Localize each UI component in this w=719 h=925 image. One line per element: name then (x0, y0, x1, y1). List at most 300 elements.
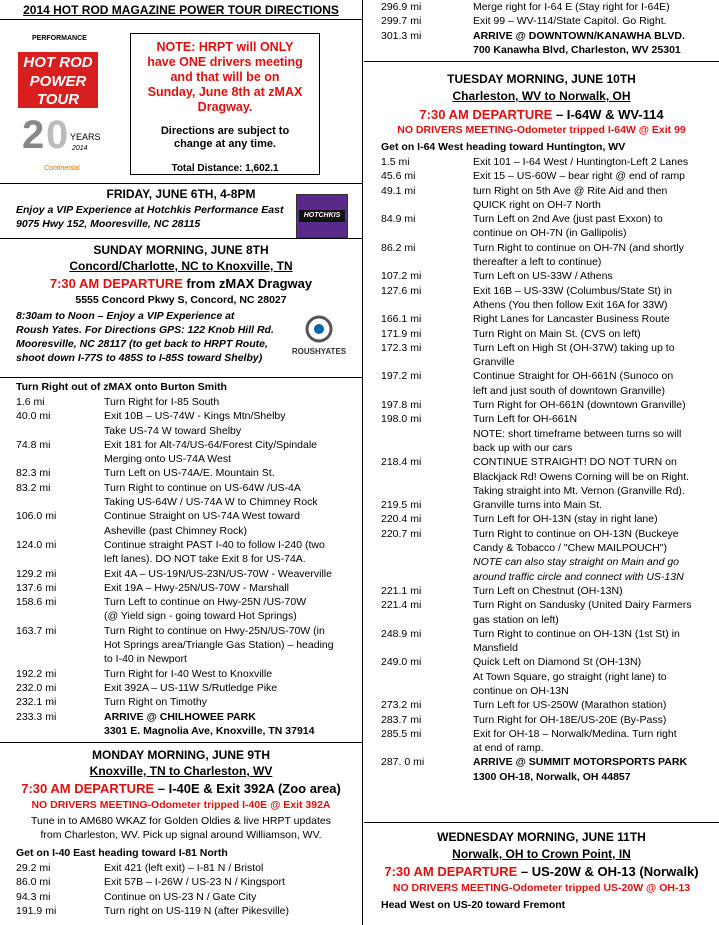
tuesday-start: Get on I-64 West heading toward Huntington, WV (381, 141, 626, 153)
direction-text: 700 Kanawha Blvd, Charleston, WV 25301 (473, 43, 681, 56)
direction-row (381, 613, 716, 627)
mileage: 299.7 mi (381, 15, 422, 28)
direction-text: 3301 E. Magnolia Ave, Knoxville, TN 37914 (104, 724, 315, 737)
divider (0, 238, 362, 239)
direction-row (381, 155, 716, 169)
mileage: 232.0 mi (16, 681, 57, 694)
mileage: 197.8 mi (381, 399, 422, 412)
direction-text: ARRIVE @ CHILHOWEE PARK (104, 710, 256, 723)
direction-text: left lanes). DO NOT take Exit 8 for US-74A. (104, 553, 306, 566)
mileage: 129.2 mi (16, 567, 57, 580)
monday-directions-continued (381, 0, 716, 57)
notice-line: NOTE: HRPT will ONLY (156, 40, 294, 54)
departure-time: 7:30 AM DEPARTURE (384, 864, 518, 879)
mileage (16, 495, 104, 509)
mileage: 221.4 mi (381, 599, 422, 612)
direction-row (381, 570, 716, 584)
direction-text: NOTE: short timeframe between turns so will (473, 427, 682, 440)
mileage (381, 226, 473, 240)
wednesday-start: Head West on US-20 toward Fremont (381, 899, 566, 911)
departure-time: 7:30 AM DEPARTURE (21, 781, 155, 796)
svg-text:POWER: POWER (29, 73, 87, 90)
mileage: 137.6 mi (16, 581, 57, 594)
mileage (381, 470, 473, 484)
direction-text: thereafter a left to continue) (473, 256, 602, 269)
mileage: 163.7 mi (16, 624, 57, 637)
mileage (16, 424, 104, 438)
divider (0, 19, 362, 20)
direction-row (16, 495, 356, 509)
direction-text: Turn Right to continue on US-64W /US-4A (104, 481, 301, 494)
direction-row (16, 904, 356, 918)
mileage (16, 638, 104, 652)
direction-row (381, 29, 716, 43)
svg-text:Continental: Continental (44, 165, 80, 172)
direction-text: Turn Right on Timothy (104, 696, 207, 709)
direction-text: 1300 OH-18, Norwalk, OH 44857 (473, 770, 631, 783)
mileage: 283.7 mi (381, 713, 422, 726)
column-divider (362, 0, 363, 925)
direction-text: Athens (You then follow Exit 16A for 33W) (473, 298, 668, 311)
direction-text: Exit 10B – US-74W - Kings Mtn/Shelby (104, 410, 286, 423)
wednesday-departure (364, 864, 719, 879)
mileage: 74.8 mi (16, 438, 51, 451)
direction-text: Turn Right to continue on OH-13N (1st St) in (473, 627, 680, 640)
direction-text: Exit 99 – WV-114/State Capitol. Go Right. (473, 15, 667, 28)
direction-text: Continue Straight on US-74A West toward (104, 510, 300, 523)
direction-text: NOTE can also stay straight on Main and go (473, 556, 680, 569)
direction-row (381, 698, 716, 712)
mileage: 191.9 mi (16, 904, 57, 917)
mileage: 249.0 mi (381, 656, 422, 669)
departure-time: 7:30 AM DEPARTURE (419, 107, 553, 122)
direction-row (381, 284, 716, 298)
mileage: 29.2 mi (16, 862, 51, 874)
radio-line: from Charleston, WV. Pick up signal around Williamson, WV. (40, 829, 322, 841)
direction-text: Merge right for I-64 E (Stay right for I-64E) (473, 1, 670, 13)
direction-row (381, 713, 716, 727)
tuesday-no-meeting: NO DRIVERS MEETING-Odometer tripped I-64W @ Exit 99 (397, 124, 686, 136)
direction-row (16, 890, 356, 904)
direction-row (381, 169, 716, 183)
direction-text: left and just south of downtown Granville) (473, 384, 666, 397)
mileage (381, 684, 473, 698)
direction-text: Candy & Tobacco / "Chew MAILPOUCH") (473, 542, 667, 555)
direction-row (16, 424, 356, 438)
direction-row (16, 552, 356, 566)
direction-row (381, 241, 716, 255)
direction-row (16, 438, 356, 452)
direction-row (381, 43, 716, 57)
direction-text: Exit 4A – US-19N/US-23N/US-70W - Weaverville (104, 567, 332, 580)
mileage (381, 427, 473, 441)
direction-text: Taking US-64W / US-74A W to Chimney Rock (104, 496, 318, 509)
direction-text: Turn Left for OH-661N (473, 413, 578, 426)
direction-row (16, 452, 356, 466)
direction-text: Turn Left to continue on Hwy-25N /US-70W (104, 596, 307, 609)
vip-line: 8:30am to Noon – Enjoy a VIP Experience at (16, 310, 235, 322)
divider (0, 742, 362, 743)
direction-text: at end of ramp. (473, 742, 544, 755)
direction-text: Granville turns into Main St. (473, 499, 602, 512)
direction-row (381, 14, 716, 28)
direction-row (381, 598, 716, 612)
direction-row (16, 466, 356, 480)
direction-row (381, 0, 716, 14)
direction-text: ARRIVE @ DOWNTOWN/KANAWHA BLVD. (473, 29, 685, 42)
mileage: 83.2 mi (16, 481, 51, 494)
direction-row (16, 409, 356, 423)
direction-row (381, 269, 716, 283)
sunday-start: Turn Right out of zMAX onto Burton Smith (16, 381, 227, 393)
direction-row (381, 498, 716, 512)
mileage: 1.6 mi (16, 396, 45, 408)
direction-row (16, 681, 356, 695)
mileage (16, 724, 104, 738)
direction-text: Exit 19A – Hwy-25N/US-70W - Marshall (104, 581, 289, 594)
direction-row (16, 595, 356, 609)
mileage: 219.5 mi (381, 499, 422, 512)
departure-location: – I-40E & Exit 392A (Zoo area) (154, 781, 341, 796)
vip-line: Mooresville, NC 28117 (to get back to HRPT Route, (16, 338, 268, 350)
notice-sub-line: Directions are subject to (160, 125, 290, 137)
direction-text: At Town Square, go straight (right lane) to (473, 670, 667, 683)
notice-subtext (131, 125, 319, 151)
direction-text: Turn Right to continue on Hwy-25N/US-70W (in (104, 624, 325, 637)
direction-row (381, 198, 716, 212)
tuesday-route: Charleston, WV to Norwalk, OH (452, 89, 631, 103)
mileage: 40.0 mi (16, 410, 51, 423)
mileage: 220.4 mi (381, 513, 422, 526)
svg-text:TOUR: TOUR (36, 91, 80, 108)
direction-row (16, 875, 356, 889)
direction-text: Turn Left on US-74A/E. Mountain St. (104, 467, 275, 480)
direction-row (16, 567, 356, 581)
vip-line: shoot down I-77S to 485S to I-85S toward Shelby) (16, 352, 263, 364)
wednesday-no-meeting: NO DRIVERS MEETING-Odometer tripped US-20W @ OH-13 (392, 882, 691, 894)
direction-row (381, 512, 716, 526)
direction-row (381, 727, 716, 741)
mileage: 166.1 mi (381, 313, 422, 326)
mileage: 86.0 mi (16, 876, 51, 889)
direction-row (16, 724, 356, 738)
monday-directions (16, 861, 356, 918)
mileage (381, 441, 473, 455)
direction-text: Turn Right for OH-661N (downtown Granville) (473, 399, 686, 412)
direction-row (381, 184, 716, 198)
mileage: 124.0 mi (16, 538, 57, 551)
direction-text: Exit 181 for Alt-74/US-64/Forest City/Spindale (104, 438, 318, 451)
sunday-vip (16, 309, 286, 365)
direction-row (381, 312, 716, 326)
roush-yates-logo (286, 312, 352, 366)
direction-text: Taking straight into Mt. Vernon (Granville Rd). (473, 484, 685, 497)
direction-text: gas station on left) (473, 613, 559, 626)
hot-rod-power-tour-logo (14, 30, 104, 178)
direction-text: Turn right on US-119 N (after Pikesville) (104, 904, 289, 917)
svg-text:0: 0 (46, 113, 69, 157)
mileage (381, 541, 473, 555)
direction-text: Take US-74 W toward Shelby (104, 424, 242, 437)
mileage (16, 452, 104, 466)
direction-text: Turn Left on US-33W / Athens (473, 270, 613, 283)
mileage: 296.9 mi (381, 1, 422, 13)
notice-line: and that will be on (170, 70, 280, 84)
direction-row (16, 395, 356, 409)
wednesday-route: Norwalk, OH to Crown Point, IN (452, 847, 631, 861)
direction-text: Granville (473, 356, 515, 369)
mileage: 86.2 mi (381, 241, 416, 254)
direction-text: Turn Right for I-85 South (104, 396, 220, 408)
direction-row (16, 667, 356, 681)
monday-no-meeting: NO DRIVERS MEETING-Odometer tripped I-40E @ Exit 392A (31, 799, 331, 811)
notice-line: Dragway. (197, 100, 253, 114)
direction-text: Right Lanes for Lancaster Business Route (473, 313, 670, 326)
mileage (381, 741, 473, 755)
direction-text: Turn Left on High St (OH-37W) taking up to (473, 341, 675, 354)
direction-row (16, 861, 356, 875)
sunday-route: Concord/Charlotte, NC to Knoxville, TN (69, 259, 293, 273)
svg-text:ROUSHYATES: ROUSHYATES (291, 347, 347, 356)
direction-row (381, 484, 716, 498)
direction-text: continue on OH-13N (473, 684, 569, 697)
direction-text: Exit for OH-18 – Norwalk/Medina. Turn right (473, 727, 677, 740)
direction-row (381, 541, 716, 555)
mileage (381, 641, 473, 655)
sunday-departure (0, 276, 362, 291)
mileage: 127.6 mi (381, 284, 422, 297)
mileage: 285.5 mi (381, 727, 422, 740)
mileage: 287. 0 mi (381, 756, 425, 769)
direction-row (381, 369, 716, 383)
direction-row (381, 427, 716, 441)
direction-text: Continue on US-23 N / Gate City (104, 890, 257, 903)
direction-row (381, 627, 716, 641)
direction-text: Turn Right for I-40 West to Knoxville (104, 667, 273, 680)
mileage (381, 555, 473, 569)
mileage: 94.3 mi (16, 890, 51, 903)
direction-text: Hot Springs area/Triangle Gas Station) – heading (104, 639, 334, 652)
mileage: 45.6 mi (381, 170, 416, 183)
direction-row (381, 470, 716, 484)
direction-row (16, 638, 356, 652)
direction-text: Quick Left on Diamond St (OH-13N) (473, 656, 642, 669)
sunday-heading: SUNDAY MORNING, JUNE 8TH (93, 243, 269, 257)
mileage (381, 43, 473, 57)
monday-radio (0, 814, 362, 842)
notice-line: Sunday, June 8th at zMAX (147, 85, 303, 99)
direction-row (16, 524, 356, 538)
direction-text: Exit 101 – I-64 West / Huntington-Left 2 Lanes (473, 156, 689, 168)
direction-row (16, 538, 356, 552)
tuesday-heading: TUESDAY MORNING, JUNE 10TH (447, 72, 636, 86)
svg-text:PERFORMANCE: PERFORMANCE (32, 35, 87, 42)
mileage: 49.1 mi (381, 184, 416, 197)
radio-line: Tune in to AM680 WKAZ for Golden Oldies & live HRPT updates (31, 815, 331, 827)
mileage: 273.2 mi (381, 699, 422, 712)
vip-line: Roush Yates. For Directions GPS: 122 Knob Hill Rd. (16, 324, 274, 336)
direction-row (16, 481, 356, 495)
mileage: 1.5 mi (381, 156, 410, 168)
mileage: 82.3 mi (16, 467, 51, 480)
mileage (381, 355, 473, 369)
direction-text: QUICK right on OH-7 North (473, 198, 601, 211)
friday-address: 9075 Hwy 152, Mooresville, NC 28115 (16, 218, 201, 230)
mileage: 198.0 mi (381, 413, 422, 426)
direction-row (381, 527, 716, 541)
mileage: 301.3 mi (381, 29, 422, 42)
monday-route: Knoxville, TN to Charleston, WV (89, 764, 273, 778)
mileage (381, 298, 473, 312)
mileage: 197.2 mi (381, 370, 422, 383)
direction-row (381, 555, 716, 569)
sunday-directions (16, 395, 356, 738)
notice-box (130, 33, 320, 175)
direction-row (381, 327, 716, 341)
direction-row (381, 398, 716, 412)
page-title: 2014 HOT ROD MAGAZINE POWER TOUR DIRECTIONS (23, 3, 339, 17)
direction-row (381, 298, 716, 312)
tuesday-directions (381, 155, 716, 784)
direction-text: Blackjack Rd! Owens Corning will be on Right. (473, 470, 689, 483)
notice-line: have ONE drivers meeting (147, 55, 303, 69)
mileage: 172.3 mi (381, 341, 422, 354)
direction-text: CONTINUE STRAIGHT! DO NOT TURN on (473, 456, 677, 469)
direction-text: Turn Left for US-250W (Marathon station) (473, 699, 667, 712)
direction-row (16, 609, 356, 623)
mileage: 84.9 mi (381, 213, 416, 226)
direction-text: Exit 16B – US-33W (Columbus/State St) in (473, 284, 672, 297)
direction-text: Exit 15 – US-60W – bear right @ end of ramp (473, 170, 686, 183)
direction-text: Continue straight PAST I-40 to follow I-240 (two (104, 538, 325, 551)
direction-row (381, 341, 716, 355)
mileage (381, 670, 473, 684)
mileage: 158.6 mi (16, 596, 57, 609)
direction-row (381, 684, 716, 698)
direction-row (381, 441, 716, 455)
mileage (381, 484, 473, 498)
direction-text: Exit 392A – US-11W S/Rutledge Pike (104, 681, 278, 694)
direction-row (381, 670, 716, 684)
notice-text (131, 40, 319, 115)
mileage (381, 384, 473, 398)
direction-row (16, 624, 356, 638)
divider (0, 377, 362, 378)
total-distance: Total Distance: 1,602.1 (171, 163, 279, 174)
mileage: 218.4 mi (381, 456, 422, 469)
svg-text:2014: 2014 (72, 145, 88, 152)
tuesday-departure (364, 107, 719, 122)
direction-row (16, 695, 356, 709)
mileage (381, 570, 473, 584)
mileage (381, 255, 473, 269)
direction-row (16, 652, 356, 666)
direction-row (381, 755, 716, 769)
friday-heading: FRIDAY, JUNE 6TH, 4-8PM (106, 187, 256, 201)
direction-text: Turn Left for OH-13N (stay in right lane) (473, 513, 658, 526)
mileage: 106.0 mi (16, 510, 57, 523)
direction-row (381, 255, 716, 269)
monday-heading: MONDAY MORNING, JUNE 9TH (91, 748, 271, 762)
mileage: 220.7 mi (381, 527, 422, 540)
mileage (381, 770, 473, 784)
mileage (381, 198, 473, 212)
direction-text: Exit 421 (left exit) – I-81 N / Bristol (104, 862, 264, 874)
direction-text: Turn Right for OH-18E/US-20E (By-Pass) (473, 713, 667, 726)
mileage (381, 613, 473, 627)
direction-text: Turn Right on Main St. (CVS on left) (473, 327, 641, 340)
mileage: 107.2 mi (381, 270, 422, 283)
hotchkis-logo-text: HOTCHKIS (299, 210, 345, 222)
direction-row (381, 226, 716, 240)
direction-text: Exit 57B – I-26W / US-23 N / Kingsport (104, 876, 285, 889)
mileage: 232.1 mi (16, 696, 57, 709)
direction-row (16, 509, 356, 523)
direction-row (381, 212, 716, 226)
direction-row (381, 584, 716, 598)
direction-text: Turn Left on 2nd Ave (just past Exxon) to (473, 213, 663, 226)
mileage: 192.2 mi (16, 667, 57, 680)
divider (0, 183, 362, 184)
direction-row (381, 455, 716, 469)
direction-text: Turn Right to continue on OH-7N (and shortly (473, 241, 684, 254)
departure-location: from zMAX Dragway (182, 276, 313, 291)
direction-row (381, 655, 716, 669)
direction-row (381, 384, 716, 398)
mileage: 248.9 mi (381, 627, 422, 640)
monday-start: Get on I-40 East heading toward I-81 North (16, 847, 228, 859)
direction-text: Continue Straight for OH-661N (Sunoco on (473, 370, 674, 383)
mileage (16, 652, 104, 666)
sunday-address: 5555 Concord Pkwy S, Concord, NC 28027 (75, 294, 287, 306)
direction-row (381, 770, 716, 784)
direction-text: Mansfield (473, 642, 518, 655)
direction-row (16, 581, 356, 595)
departure-location: – US-20W & OH-13 (Norwalk) (517, 864, 699, 879)
direction-text: Asheville (past Chimney Rock) (104, 524, 247, 537)
departure-time: 7:30 AM DEPARTURE (49, 276, 183, 291)
direction-text: (@ Yield sign - going toward Hot Springs) (104, 610, 297, 623)
direction-text: ARRIVE @ SUMMIT MOTORSPORTS PARK (473, 756, 688, 769)
notice-sub-line: change at any time. (173, 138, 277, 150)
mileage: 221.1 mi (381, 584, 422, 597)
mileage (16, 552, 104, 566)
friday-vip: Enjoy a VIP Experience at Hotchkis Performance East (16, 204, 284, 216)
direction-text: turn Right on 5th Ave @ Rite Aid and then (473, 184, 668, 197)
mileage: 233.3 mi (16, 710, 57, 723)
divider (364, 822, 719, 823)
direction-row (381, 355, 716, 369)
direction-row (16, 710, 356, 724)
direction-text: around traffic circle and connect with US-13N (473, 570, 684, 583)
divider (364, 61, 719, 62)
mileage (16, 524, 104, 538)
direction-text: Turn Right to continue on OH-13N (Buckeye (473, 527, 679, 540)
direction-text: Turn Left on Chestnut (OH-13N) (473, 584, 623, 597)
direction-row (381, 641, 716, 655)
svg-text:HOT ROD: HOT ROD (23, 54, 93, 71)
mileage: 171.9 mi (381, 327, 422, 340)
wednesday-heading: WEDNESDAY MORNING, JUNE 11TH (437, 830, 646, 844)
svg-text:2: 2 (22, 113, 45, 157)
hotchkis-logo (296, 194, 348, 238)
direction-text: Merging onto US-74A West (104, 453, 232, 466)
direction-row (381, 412, 716, 426)
direction-text: to I-40 in Newport (104, 653, 187, 666)
mileage (16, 609, 104, 623)
direction-text: Turn Right on Sandusky (United Dairy Farmers (473, 599, 692, 612)
monday-departure (0, 781, 362, 796)
